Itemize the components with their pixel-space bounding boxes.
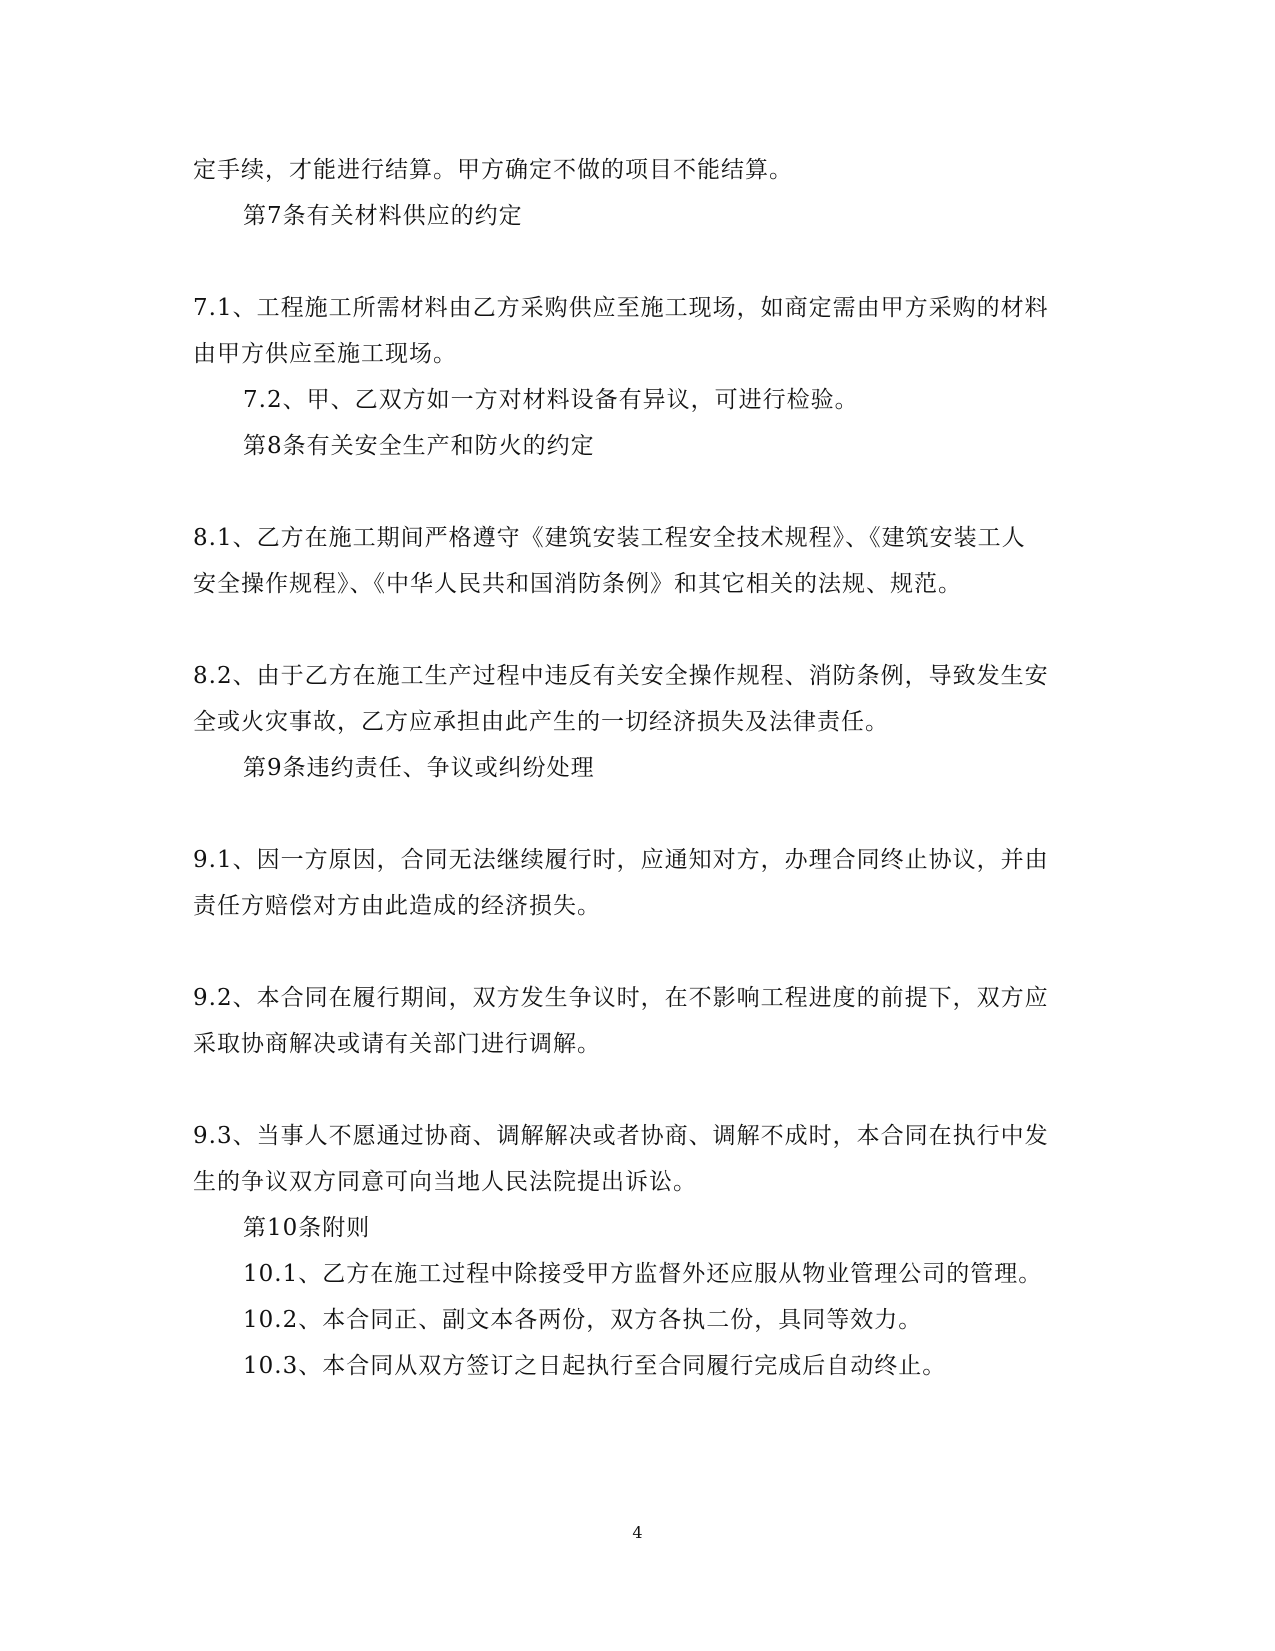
section-heading: 第9条违约责任、争议或纠纷处理	[243, 755, 595, 781]
section-heading: 第7条有关材料供应的约定	[243, 203, 523, 229]
text-line: 8.2、由于乙方在施工生产过程中违反有关安全操作规程、消防条例，导致发生安	[193, 663, 1049, 689]
text-line: 定手续，才能进行结算。甲方确定不做的项目不能结算。	[193, 157, 793, 183]
text-line: 7.1、工程施工所需材料由乙方采购供应至施工现场，如商定需由甲方采购的材料	[193, 295, 1049, 321]
text-line: 9.2、本合同在履行期间，双方发生争议时，在不影响工程进度的前提下，双方应	[193, 985, 1049, 1011]
page-number: 4	[632, 1523, 643, 1542]
text-line: 8.1、乙方在施工期间严格遵守《建筑安装工程安全技术规程》、《建筑安装工人	[193, 525, 1026, 551]
text-line: 生的争议双方同意可向当地人民法院提出诉讼。	[193, 1169, 697, 1195]
text-line: 9.3、当事人不愿通过协商、调解解决或者协商、调解不成时，本合同在执行中发	[193, 1123, 1049, 1149]
text-line: 10.2、本合同正、副文本各两份，双方各执二份，具同等效力。	[243, 1307, 923, 1333]
section-heading: 第8条有关安全生产和防火的约定	[243, 433, 595, 459]
text-line: 10.1、乙方在施工过程中除接受甲方监督外还应服从物业管理公司的管理。	[243, 1261, 1043, 1287]
text-line: 采取协商解决或请有关部门进行调解。	[193, 1031, 601, 1057]
text-line: 全或火灾事故，乙方应承担由此产生的一切经济损失及法律责任。	[193, 709, 889, 735]
text-line: 9.1、因一方原因，合同无法继续履行时，应通知对方，办理合同终止协议，并由	[193, 847, 1049, 873]
text-line: 安全操作规程》、《中华人民共和国消防条例》和其它相关的法规、规范。	[193, 571, 962, 597]
text-line: 责任方赔偿对方由此造成的经济损失。	[193, 893, 601, 919]
text-line: 7.2、甲、乙双方如一方对材料设备有异议，可进行检验。	[243, 387, 859, 413]
section-heading: 第10条附则	[243, 1215, 371, 1241]
text-line: 由甲方供应至施工现场。	[193, 341, 457, 367]
text-line: 10.3、本合同从双方签订之日起执行至合同履行完成后自动终止。	[243, 1353, 947, 1379]
